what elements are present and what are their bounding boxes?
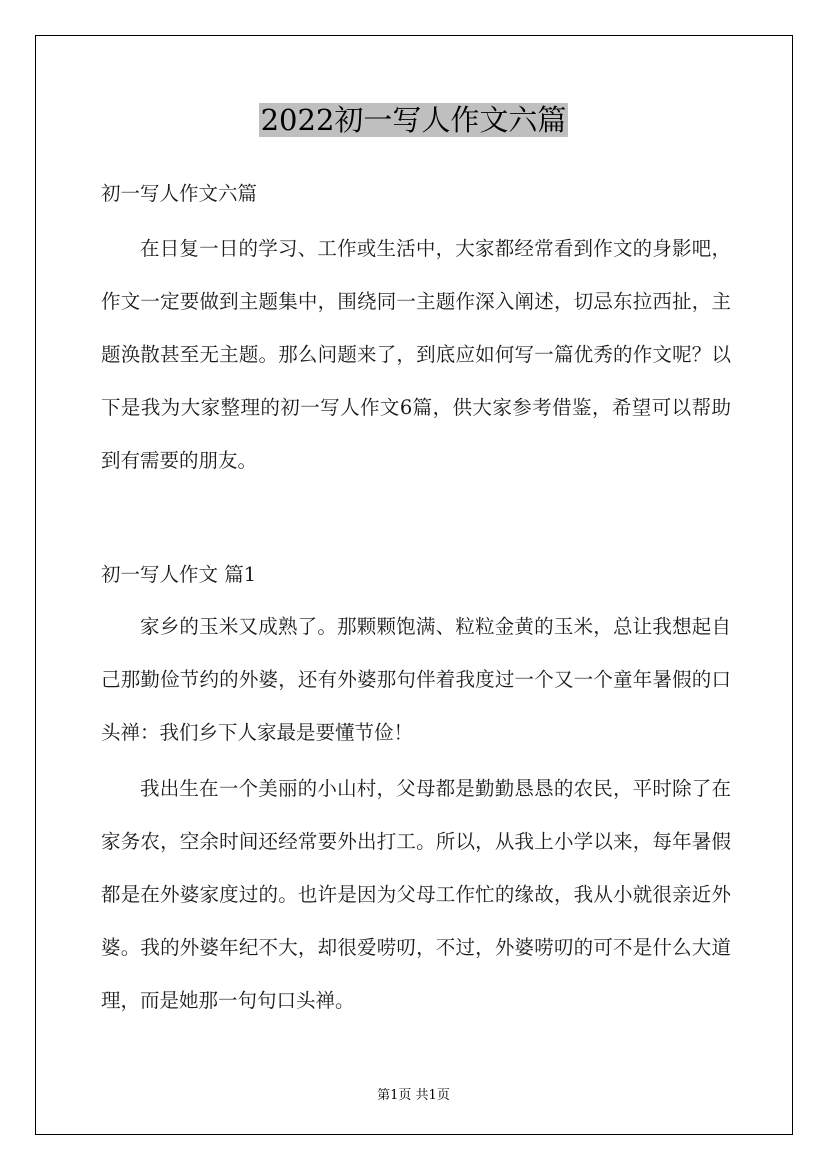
document-subtitle: 初一写人作文六篇 xyxy=(101,182,258,205)
section1-paragraph-2: 我出生在一个美丽的小山村，父母都是勤勤恳恳的农民，平时除了在家务农，空余时间还经常要外出打工。所以，从我上小学以来，每年暑假都是在外婆家度过的。也许是因为父母工作忙的缘故，我从小就很亲近外婆。我的外婆年纪不大，却很爱唠叨，不过，外婆唠叨的可不是什么大道理，而是她那一句句口头禅。 xyxy=(101,777,731,1012)
section1-paragraph-1: 家乡的玉米又成熟了。那颗颗饱满、粒粒金黄的玉米，总让我想起自己那勤俭节约的外婆，还有外婆那句伴着我度过一个又一个童年暑假的口头禅：我们乡下人家最是要懂节俭！ xyxy=(101,615,731,744)
page-footer: 第1页 共1页 xyxy=(377,1088,450,1103)
intro-paragraph: 在日复一日的学习、工作或生活中，大家都经常看到作文的身影吧，作文一定要做到主题集中，围绕同一主题作深入阐述，切忌东拉西扯，主题涣散甚至无主题。那么问题来了，到底应如何写一篇优秀的作文呢？以下是我为大家整理的初一写人作文6篇，供大家参考借鉴，希望可以帮助到有需要的朋友。 xyxy=(101,237,731,472)
document-title-text: 2022初一写人作文六篇 xyxy=(260,103,567,137)
document-title xyxy=(0,97,827,143)
section-heading-1: 初一写人作文 篇1 xyxy=(101,563,257,586)
